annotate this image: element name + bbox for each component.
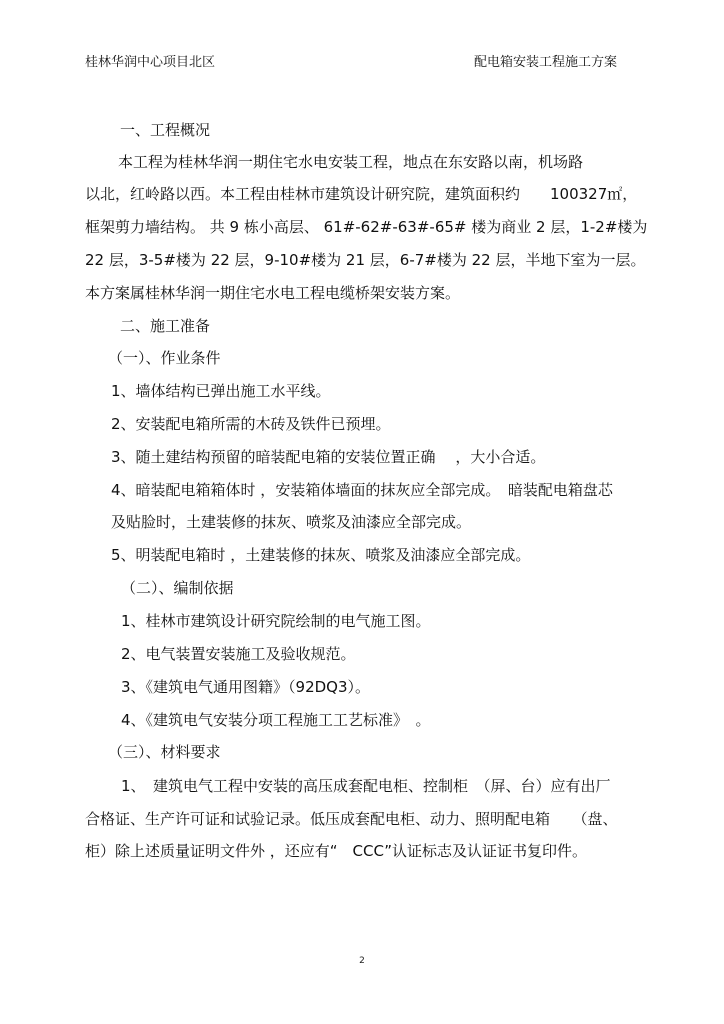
paragraph-line: 本工程为桂林华润一期住宅水电安装工程，地点在东安路以南，机场路: [118, 153, 584, 171]
paragraph-line: 框架剪力墙结构。 共 9 栋小高层、 61#-62#-63#-65# 楼为商业 2 层，1-2#楼为: [85, 218, 648, 236]
paragraph-line: 合格证、生产许可证和试验记录。低压成套配电柜、动力、照明配电箱 （盘、: [85, 810, 618, 828]
header-project-name: 桂林华润中心项目北区: [85, 55, 216, 70]
header-document-title: 配电箱安装工程施工方案: [474, 55, 618, 70]
paragraph-line: 柜）除上述质量证明文件外 ，还应有“ CCC”认证标志及认证证书复印件。: [85, 842, 588, 860]
list-item: 2、安装配电箱所需的木砖及铁件已预埋。: [111, 415, 391, 433]
page-number: 2: [359, 956, 365, 966]
paragraph-line: 1、 建筑电气工程中安装的高压成套配电柜、控制柜 （屏、台）应有出厂: [121, 777, 611, 795]
list-item-continuation: 及贴脸时，土建装修的抹灰、喷浆及油漆应全部完成。: [111, 513, 472, 531]
list-item: 1、桂林市建筑设计研究院绘制的电气施工图。: [121, 612, 431, 630]
subsection-heading: （三）、材料要求: [108, 743, 221, 761]
paragraph-line: 22 层，3-5#楼为 22 层，9-10#楼为 21 层，6-7#楼为 22 层，半地下室为一层。: [85, 251, 646, 269]
section-heading-overview: 一、工程概况: [120, 121, 211, 139]
subsection-heading: （一）、作业条件: [108, 349, 221, 367]
list-item: 1、墙体结构已弹出施工水平线。: [111, 382, 331, 400]
section-heading-preparation: 二、施工准备: [120, 317, 211, 335]
list-item: 3、《建筑电气通用图籍》（92DQ3）。: [121, 678, 371, 696]
list-item: 3、随土建结构预留的暗装配电箱的安装位置正确 ，大小合适。: [111, 448, 546, 466]
paragraph-line: 以北，红岭路以西。本工程由桂林市建筑设计研究院，建筑面积约 100327㎡，: [85, 185, 638, 203]
paragraph-line: 本方案属桂林华润一期住宅水电工程电缆桥架安装方案。: [85, 284, 461, 302]
list-item: 2、电气装置安装施工及验收规范。: [121, 645, 356, 663]
list-item: 5、明装配电箱时 ，土建装修的抹灰、喷浆及油漆应全部完成。: [111, 546, 531, 564]
list-item: 4、暗装配电箱箱体时 ，安装箱体墙面的抹灰应全部完成。 暗装配电箱盘芯: [111, 481, 613, 499]
subsection-heading: （二）、编制依据: [121, 579, 234, 597]
list-item: 4、《建筑电气安装分项工程施工工艺标准》 。: [121, 711, 431, 729]
